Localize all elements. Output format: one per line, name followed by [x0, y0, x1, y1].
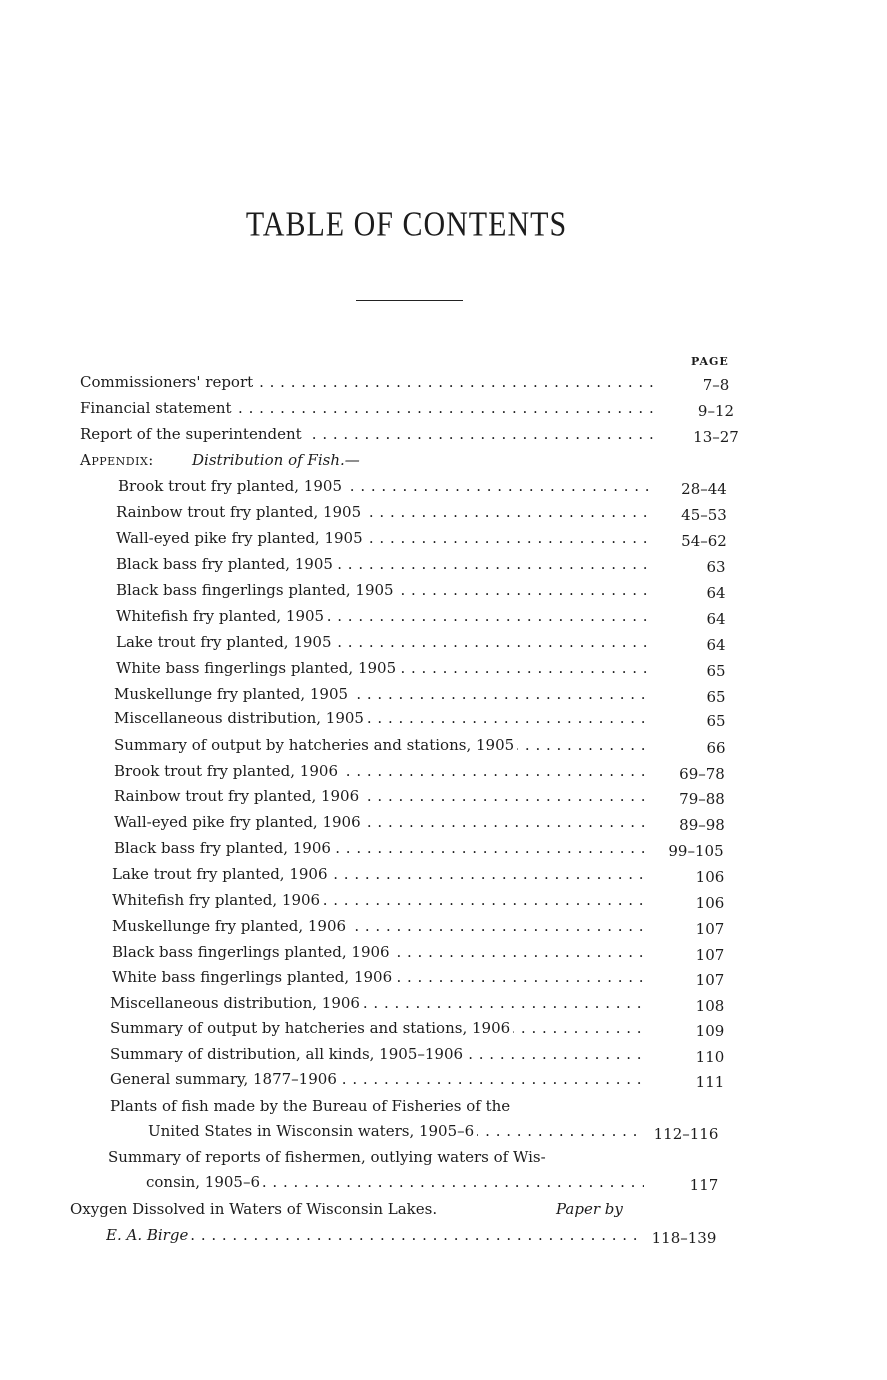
entry-title: Rainbow trout fry planted, 1906 — [114, 787, 362, 805]
toc-entry-wrapped[interactable] — [0, 1145, 887, 1169]
toc-entry[interactable] — [0, 578, 887, 602]
entry-title: Summary of output by hatcheries and stations, 1906 — [110, 1019, 513, 1037]
toc-entry[interactable] — [0, 888, 887, 912]
toc-entry[interactable] — [0, 965, 887, 989]
entry-title: White bass fingerlings planted, 1905 — [116, 659, 399, 677]
title-divider — [356, 300, 463, 301]
entry-page: 64 — [706, 636, 726, 654]
entry-title: Financial statement — [80, 399, 235, 417]
entry-title: Lake trout fry planted, 1905 — [116, 633, 335, 651]
toc-entry-wrapped-cont[interactable] — [0, 1223, 887, 1247]
entry-page: 108 — [695, 997, 725, 1015]
toc-entry[interactable] — [0, 1067, 887, 1091]
entry-author: E. A. Birge — [106, 1226, 191, 1244]
toc-entry[interactable] — [0, 759, 887, 783]
toc-entry[interactable] — [0, 682, 887, 706]
entry-page: 65 — [706, 688, 726, 706]
toc-entry[interactable] — [0, 940, 887, 964]
entry-title: Miscellaneous distribution, 1906 — [110, 994, 363, 1012]
entry-title: White bass fingerlings planted, 1906 — [112, 968, 395, 986]
entry-title: Muskellunge fry planted, 1906 — [112, 917, 349, 935]
entry-page: 89–98 — [679, 816, 725, 834]
entry-page: 65 — [706, 712, 726, 730]
entry-title: Summary of distribution, all kinds, 1905–1906 — [110, 1045, 466, 1063]
entry-title-line1-italic: Paper by — [556, 1200, 623, 1218]
entry-title-line2: United States in Wisconsin waters, 1905–6 — [148, 1122, 477, 1140]
entry-title: Rainbow trout fry planted, 1905 — [116, 503, 364, 521]
entry-title-line1: Summary of reports of fishermen, outlying waters of Wis- — [108, 1148, 546, 1166]
entry-page: 7–8 — [702, 376, 730, 394]
entry-page: 109 — [695, 1022, 725, 1040]
toc-entry[interactable] — [0, 914, 887, 938]
page-title: TABLE OF CONTENTS — [245, 205, 568, 244]
toc-entry[interactable] — [0, 526, 887, 550]
page-column-header: PAGE — [691, 355, 729, 368]
entry-page: 13–27 — [693, 428, 739, 446]
toc-entry-wrapped[interactable] — [0, 1197, 887, 1221]
entry-title: Muskellunge fry planted, 1905 — [114, 685, 351, 703]
entry-page: 118–139 — [651, 1229, 717, 1247]
toc-entry[interactable] — [0, 810, 887, 834]
toc-entry[interactable] — [0, 552, 887, 576]
entry-page: 106 — [695, 868, 725, 886]
entry-title: Lake trout fry planted, 1906 — [112, 865, 331, 883]
toc-entry[interactable] — [0, 630, 887, 654]
entry-title: Summary of output by hatcheries and stations, 1905 — [114, 736, 517, 754]
entry-page: 54–62 — [681, 532, 727, 550]
entry-page: 107 — [695, 971, 725, 989]
toc-entry[interactable] — [0, 706, 887, 730]
entry-page: 106 — [695, 894, 725, 912]
entry-title: Black bass fry planted, 1905 — [116, 555, 336, 573]
entry-page: 45–53 — [681, 506, 727, 524]
appendix-heading — [0, 448, 887, 472]
entry-page: 28–44 — [681, 480, 727, 498]
toc-entry[interactable] — [0, 474, 887, 498]
toc-entry[interactable] — [0, 604, 887, 628]
entry-title: Miscellaneous distribution, 1905 — [114, 709, 367, 727]
entry-page: 112–116 — [653, 1125, 719, 1143]
toc-entry[interactable] — [0, 836, 887, 860]
toc-entry[interactable] — [0, 370, 887, 394]
entry-title: General summary, 1877–1906 — [110, 1070, 340, 1088]
entry-title: Commissioners' report — [80, 373, 256, 391]
entry-title-line1: Oxygen Dissolved in Waters of Wisconsin Lakes. — [70, 1200, 438, 1218]
entry-page: 99–105 — [668, 842, 724, 860]
toc-entry[interactable] — [0, 862, 887, 886]
entry-title: Black bass fingerlings planted, 1906 — [112, 943, 393, 961]
entry-page: 111 — [695, 1073, 725, 1091]
entry-page: 117 — [689, 1176, 719, 1194]
toc-entry[interactable] — [0, 1016, 887, 1040]
entry-title: Wall-eyed pike fry planted, 1906 — [114, 813, 364, 831]
entry-page: 110 — [695, 1048, 725, 1066]
appendix-subtitle: Distribution of Fish.— — [192, 451, 360, 469]
entry-page: 107 — [695, 920, 725, 938]
entry-title: Brook trout fry planted, 1906 — [114, 762, 341, 780]
entry-title: Report of the superintendent — [80, 425, 305, 443]
toc-entry[interactable] — [0, 784, 887, 808]
toc-entry[interactable] — [0, 396, 887, 420]
entry-title: Black bass fry planted, 1906 — [114, 839, 334, 857]
toc-entry[interactable] — [0, 500, 887, 524]
entry-page: 79–88 — [679, 790, 725, 808]
entry-title: Whitefish fry planted, 1905 — [116, 607, 327, 625]
toc-entry-wrapped[interactable] — [0, 1094, 887, 1118]
toc-entry[interactable] — [0, 1042, 887, 1066]
entry-title: Black bass fingerlings planted, 1905 — [116, 581, 397, 599]
entry-page: 66 — [706, 739, 726, 757]
entry-page: 107 — [695, 946, 725, 964]
toc-entry[interactable] — [0, 422, 887, 446]
entry-title: Wall-eyed pike fry planted, 1905 — [116, 529, 366, 547]
entry-page: 64 — [706, 584, 726, 602]
toc-entry-wrapped-cont[interactable] — [0, 1119, 887, 1143]
entry-page: 69–78 — [679, 765, 725, 783]
entry-page: 64 — [706, 610, 726, 628]
appendix-label: Appendix: — [80, 451, 154, 469]
toc-entry[interactable] — [0, 656, 887, 680]
entry-title: Whitefish fry planted, 1906 — [112, 891, 323, 909]
entry-page: 65 — [706, 662, 726, 680]
toc-entry-wrapped-cont[interactable] — [0, 1170, 887, 1194]
entry-page: 9–12 — [697, 402, 735, 420]
entry-title-line1: Plants of fish made by the Bureau of Fisheries of the — [110, 1097, 511, 1115]
toc-entry[interactable] — [0, 733, 887, 757]
entry-page: 63 — [706, 558, 726, 576]
entry-title-line2: consin, 1905–6 — [146, 1173, 263, 1191]
entry-title: Brook trout fry planted, 1905 — [118, 477, 345, 495]
toc-entry[interactable] — [0, 991, 887, 1015]
